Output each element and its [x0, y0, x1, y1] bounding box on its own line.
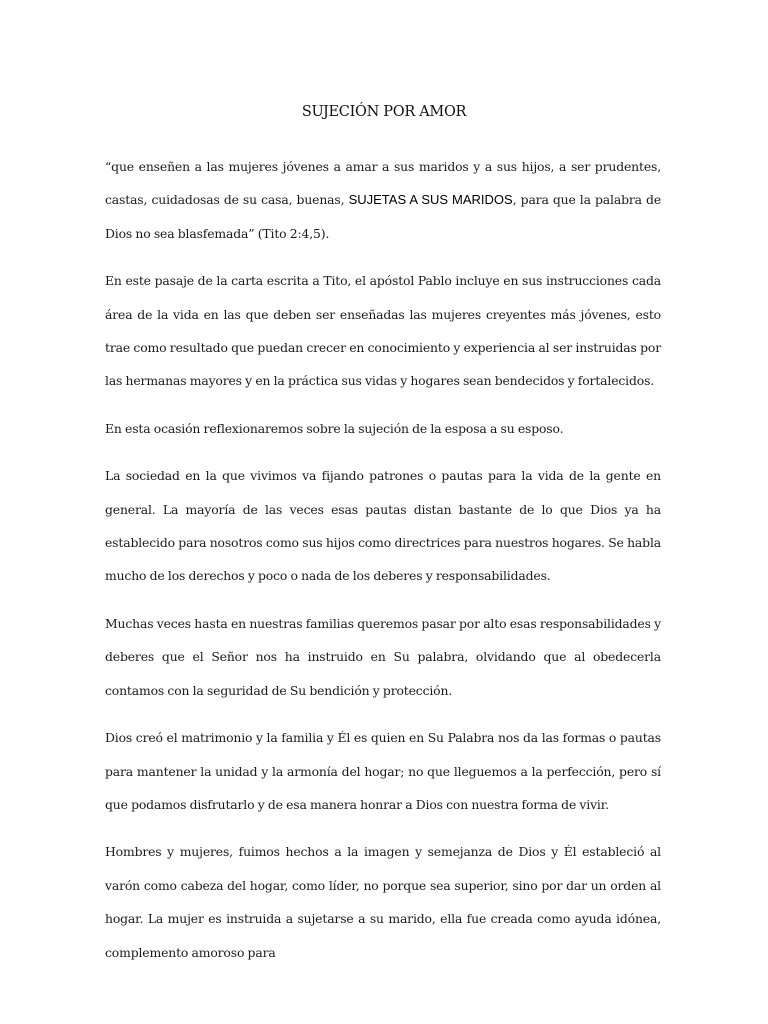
quote-text-end: , para que la palabra de Dios no sea blasfemada” (Tito 2:4,5).	[105, 192, 661, 241]
paragraph-7: Hombres y mujeres, fuimos hechos a la imagen y semejanza de Dios y Él estableció al varón como cabeza del hogar, como líder, no porque sea superior, sino por dar un orden al hogar. La mujer es instruida a sujetarse a su marido, ella fue creada como ayuda idónea, complemento amoroso para	[105, 844, 661, 960]
paragraph-2: En este pasaje de la carta escrita a Tito, el apóstol Pablo incluye en sus instrucciones cada área de la vida en las que deben ser enseñadas las mujeres creyentes más jóvenes, esto trae como resultado que puedan crecer en conocimiento y experiencia al ser instruidas por las hermanas mayores y en la práctica sus vidas y hogares sean bendecidos y fortalecidos.	[105, 273, 661, 389]
quote-text-start: “que enseñen a las mujeres jóvenes a amar a sus maridos y a sus hijos, a ser prudentes, castas, cuidadosas de su casa, buenas,	[105, 159, 661, 208]
paragraph-6: Dios creó el matrimonio y la familia y Él es quien en Su Palabra nos da las formas o pautas para mantener la unidad y la armonía del hogar; no que lleguemos a la perfección, pero sí que podamos disfrutarlo y de esa manera honrar a Dios con nuestra forma de vivir.	[105, 730, 661, 812]
quote-emphasis: SUJETAS A SUS MARIDOS	[348, 192, 513, 208]
document-body	[105, 150, 661, 983]
paragraph-4: La sociedad en la que vivimos va fijando patrones o pautas para la vida de la gente en general. La mayoría de las veces esas pautas distan bastante de lo que Dios ya ha establecido para nosotros como sus hijos como directrices para nuestros hogares. Se habla mucho de los derechos y poco o nada de los deberes y responsabilidades.	[105, 468, 661, 584]
paragraph-3: En esta ocasión reflexionaremos sobre la sujeción de la esposa a su esposo.	[105, 420, 564, 436]
document-title: SUJECIÓN POR AMOR	[301, 104, 467, 120]
paragraph-quote	[105, 150, 661, 250]
paragraph-5: Muchas veces hasta en nuestras familias queremos pasar por alto esas responsabilidades y deberes que el Señor nos ha instruido en Su palabra, olvidando que al obedecerla contamos con la seguridad de Su bendición y protección.	[105, 615, 661, 698]
